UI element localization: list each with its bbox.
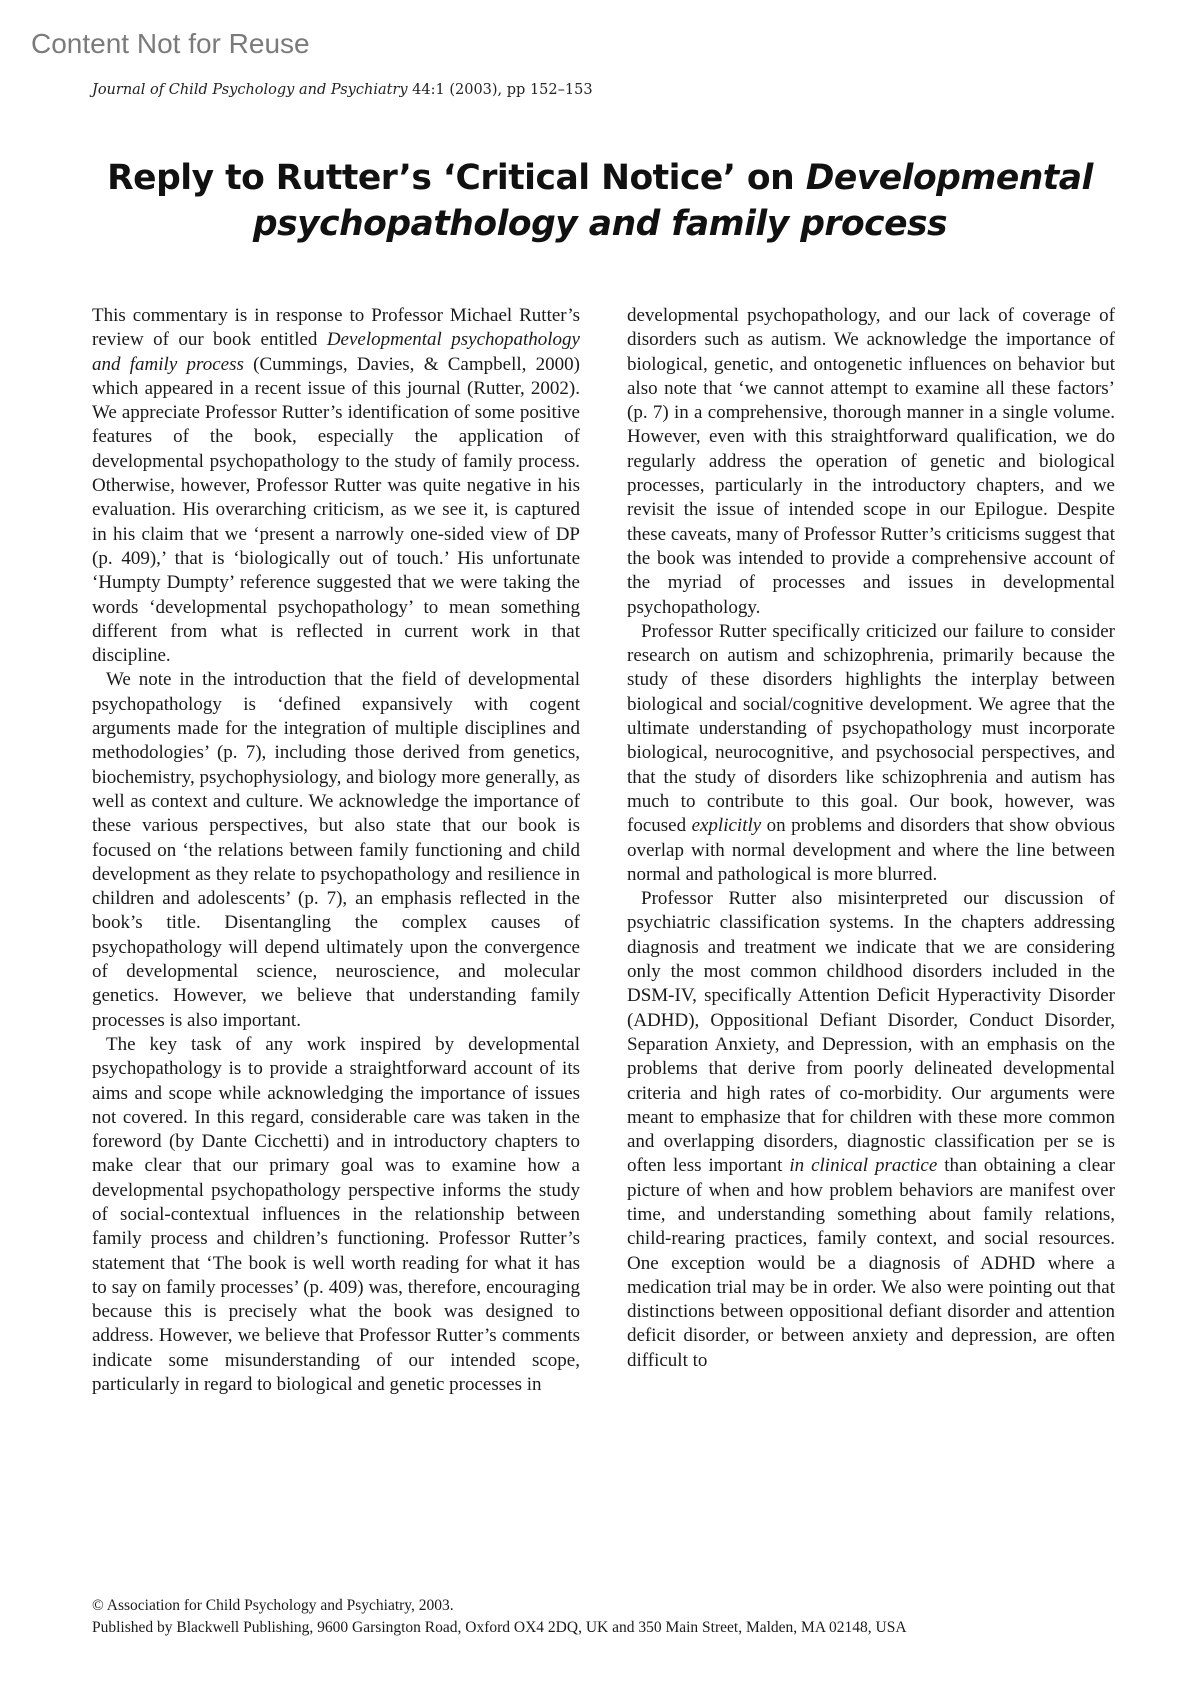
left-column [92,304,580,1397]
paragraph [92,304,580,668]
title-italic: Developmental psychopathology and family process [252,158,1093,244]
journal-citation [92,82,593,98]
article-title [80,155,1120,247]
right-column [627,304,1115,1373]
watermark-text: Content Not for Reuse [31,28,310,59]
paragraph [627,620,1115,887]
paragraph [627,887,1115,1373]
emphasis-italic: explicitly [691,815,762,837]
copyright-notice: © Association for Child Psychology and Psychiatry, 2003. [92,1597,454,1614]
paragraph-text: This commentary is in response to Professor Michael Rutter’s review of our book entitled [92,305,580,351]
paragraph: We note in the introduction that the field of developmental psychopathology is ‘defined expansively with cogent arguments made for the integration of multiple disciplines and methodologies’ (p. 7), including those derived from genetics, biochemistry, psychophysiology, and biology more generally, as well as context and culture. We acknowledge the importance of these various perspectives, but also state that our book is focused on ‘the relations between family functioning and child development as they relate to psychopathology and resilience in children and adolescents’ (p. 7), an emphasis reflected in the book’s title. Disentangling the complex causes of psychopathology will depend ultimately upon the convergence of developmental science, neuroscience, and molecular genetics. However, we believe that understanding family processes is also important. [92,669,580,1031]
publisher-notice: Published by Blackwell Publishing, 9600 Garsington Road, Oxford OX4 2DQ, UK and 350 Main Street, Malden, MA 02148, USA [92,1619,907,1636]
paragraph: The key task of any work inspired by developmental psychopathology is to provide a straightforward account of its aims and scope while acknowledging the importance of issues not covered. In this regard, considerable care was taken in the foreword (by Dante Cicchetti) and in introductory chapters to make clear that our primary goal was to examine how a developmental psychopathology perspective informs the study of social-contextual influences in the relationship between family process and children’s functioning. Professor Rutter’s statement that ‘The book is well worth reading for what it has to say on family processes’ (p. 409) was, therefore, encouraging because this is precisely what the book was designed to address. However, we believe that Professor Rutter’s comments indicate some misunderstanding of our intended scope, particularly in regard to biological and genetic processes in [92,1033,580,1396]
paragraph-text: Professor Rutter specifically criticized our failure to consider research on autism and schizophrenia, primarily because the study of these disorders highlights the interplay between biological and social/cognitive development. We agree that the ultimate understanding of psychopathology must incorporate biological, neurocognitive, and psychosocial perspectives, and that the study of disorders like schizophrenia and autism has much to contribute to this goal. Our book, however, was focused [627,620,1115,837]
book-title-italic: Developmental psychopathology and family process [92,329,580,375]
paragraph-text: Professor Rutter also misinterpreted our discussion of psychiatric classification systems. In the chapters addressing diagnosis and treatment we indicate that we are considering only the most common childhood disorders included in the DSM-IV, specifically Attention Deficit Hyperactivity Disorder (ADHD), Oppositional Defiant Disorder, Conduct Disorder, Separation Anxiety, and Depression, with an emphasis on the problems that derive from poorly delineated developmental criteria and high rates of co-morbidity. Our arguments were meant to emphasize that for children with these more common and overlapping disorders, diagnostic classification per se is often less important [627,888,1115,1177]
paragraph: developmental psychopathology, and our lack of coverage of disorders such as autism. We acknowledge the importance of biological, genetic, and ontogenetic influences on behavior but also note that ‘we cannot attempt to examine all these factors’ (p. 7) in a comprehensive, thorough manner in a single volume. However, even with this straightforward qualification, we do regularly address the operation of genetic and biological processes, particularly in the introductory chapters, and we revisit the issue of intended scope in our Epilogue. Despite these caveats, many of Professor Rutter’s criticisms suggest that the book was intended to provide a comprehensive account of the myriad of processes and issues in developmental psychopathology. [627,305,1115,618]
title-plain: Reply to Rutter’s ‘Critical Notice’ on [107,158,806,198]
journal-issue-details: 44:1 (2003), pp 152–153 [407,82,593,98]
emphasis-italic: in clinical practice [789,1155,938,1177]
paragraph-text: than obtaining a clear picture of when and how problem behaviors are manifest over time, and understanding something about family relations, child-rearing practices, family context, and social resources. One exception would be a diagnosis of ADHD where a medication trial may be in order. We also were pointing out that distinctions between oppositional defiant disorder and attention deficit disorder, or between anxiety and depression, are often difficult to [627,1155,1115,1371]
journal-name: Journal of Child Psychology and Psychiatry [92,82,408,98]
paragraph-text: (Cummings, Davies, & Campbell, 2000) which appeared in a recent issue of this journal (Rutter, 2002). We appreciate Professor Rutter’s identification of some positive features of the book, especially the application of developmental psychopathology to the study of family process. Otherwise, however, Professor Rutter was quite negative in his evaluation. His overarching criticism, as we see it, is captured in his claim that we ‘present a narrowly one-sided view of DP (p. 409),’ that is ‘biologically out of touch.’ His unfortunate ‘Humpty Dumpty’ reference suggested that we were taking the words ‘developmental psychopathology’ to mean something different from what is reflected in current work in that discipline. [92,353,580,667]
paragraph-text: on problems and disorders that show obvious overlap with normal development and where the line between normal and pathological is more blurred. [627,815,1116,885]
